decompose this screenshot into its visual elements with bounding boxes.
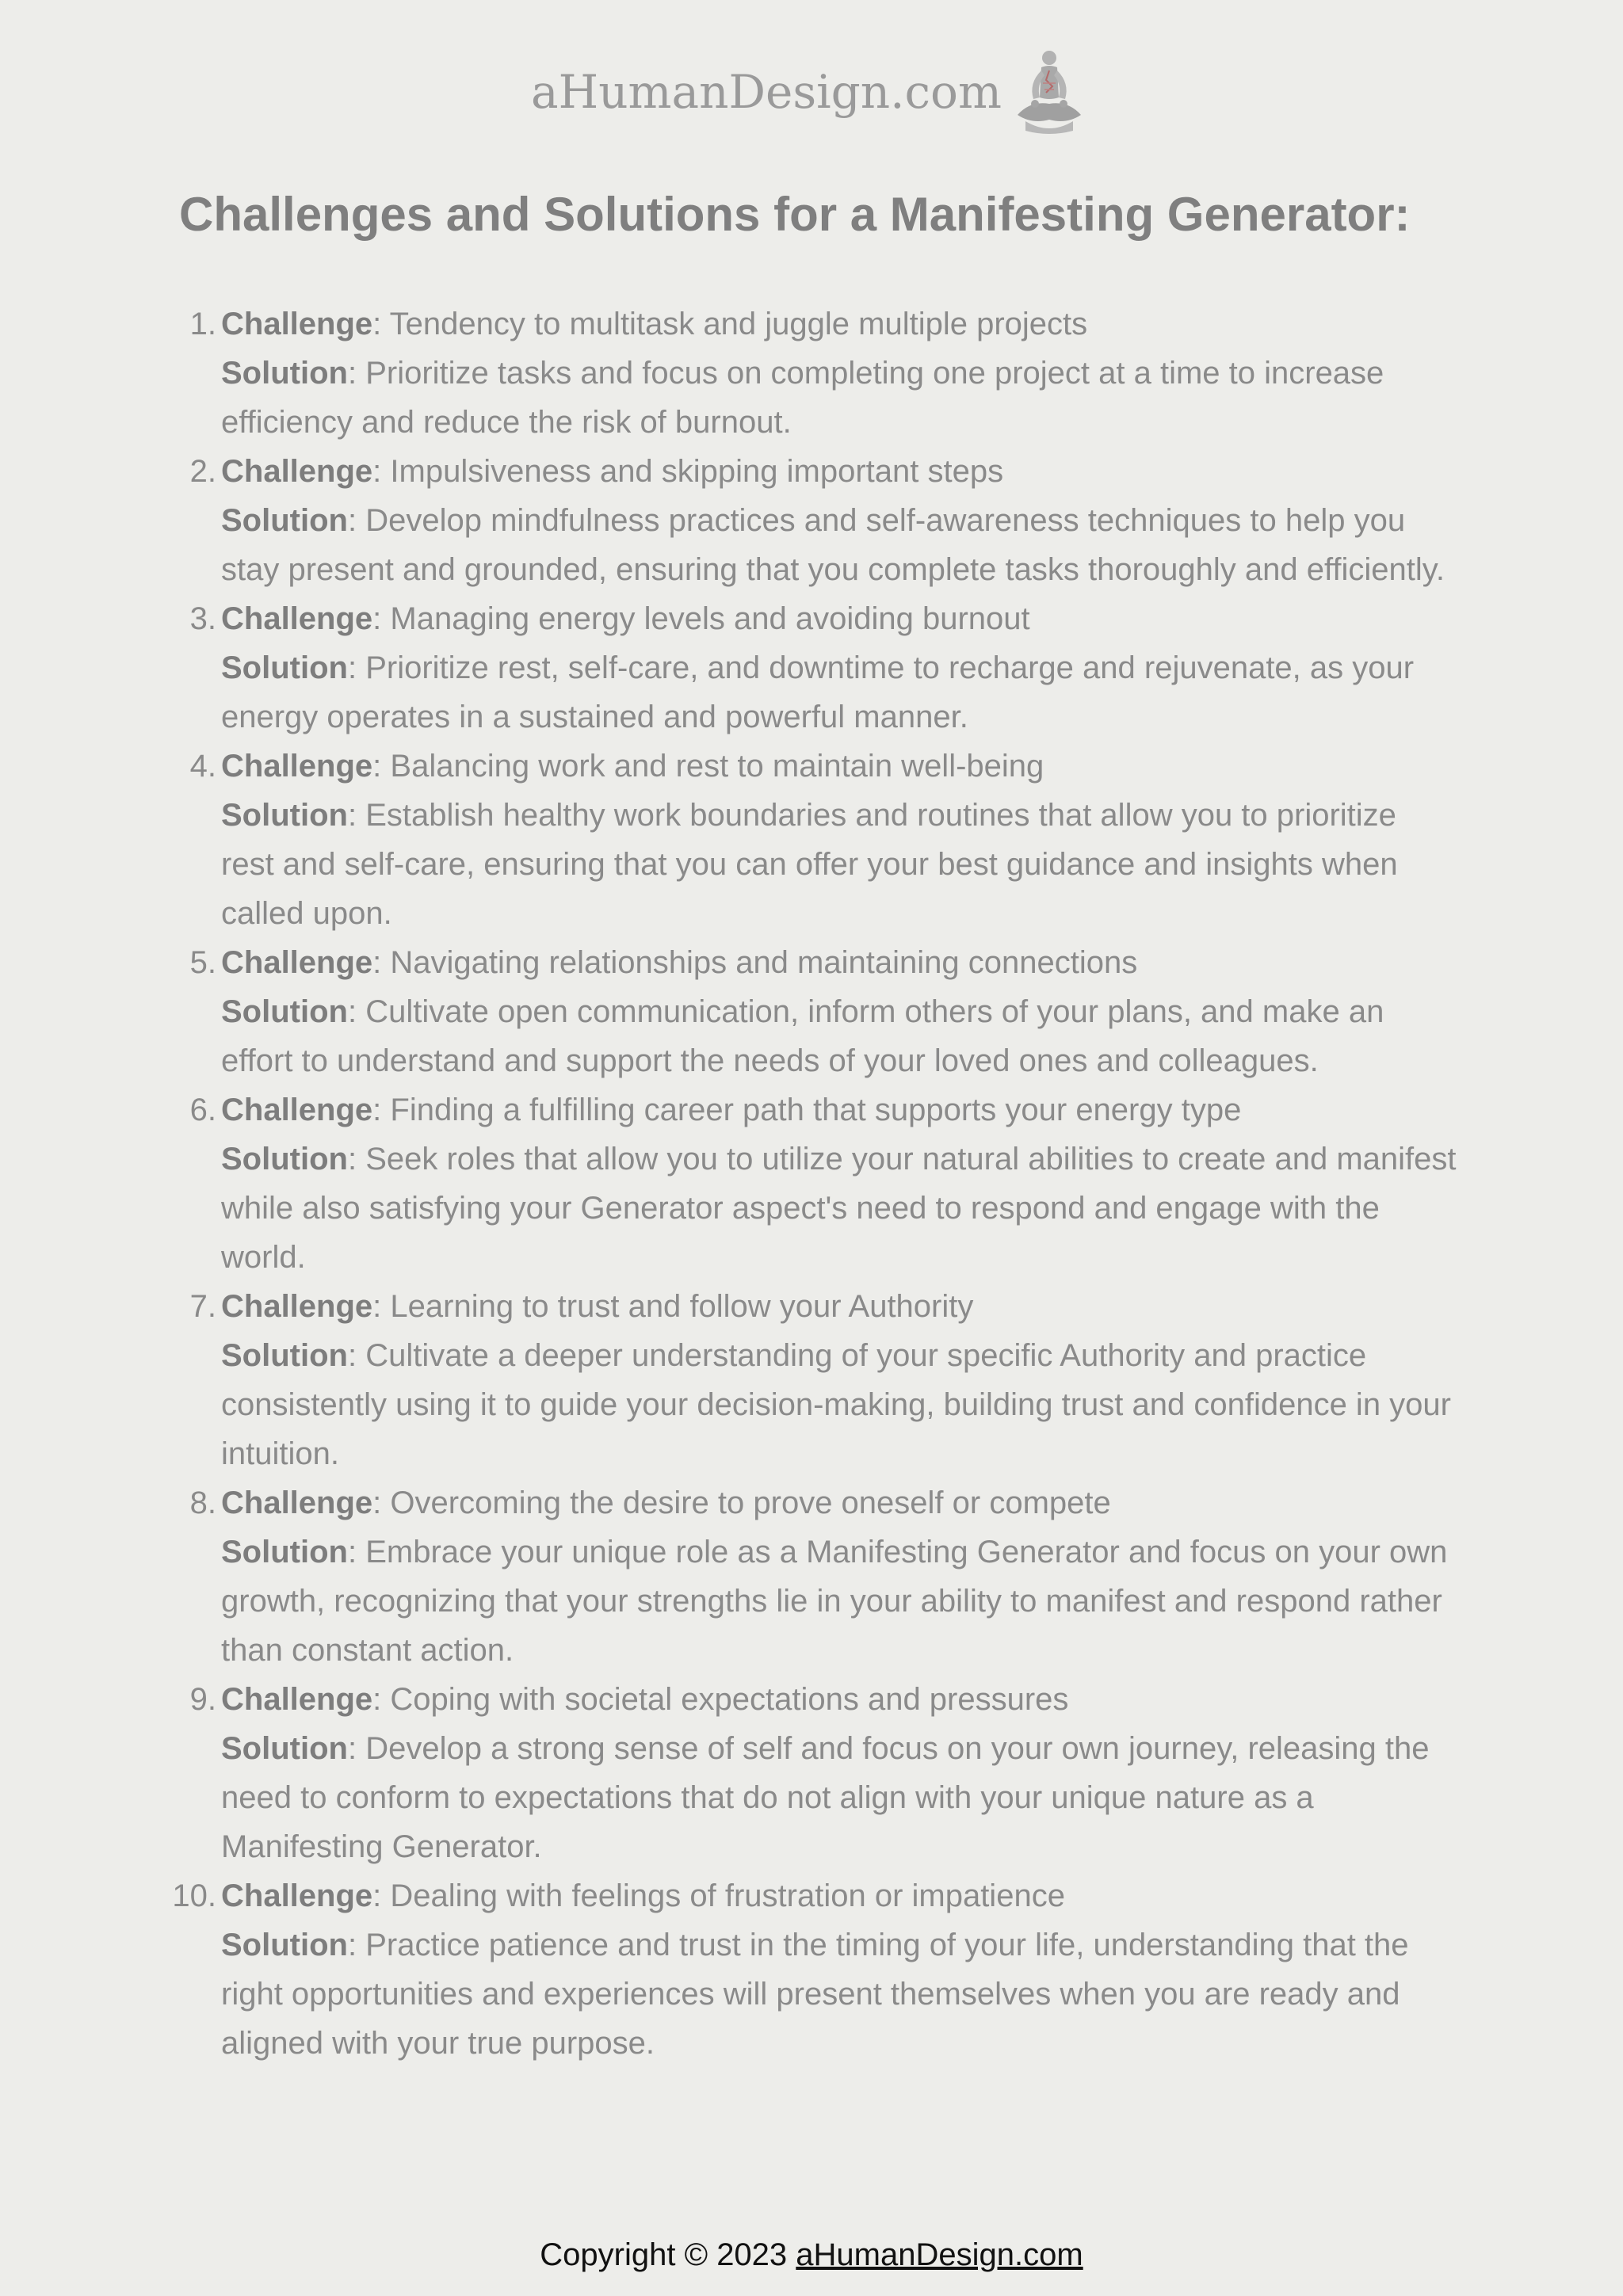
solution-line: Solution: Embrace your unique role as a Manifesting Generator and focus on your own growth, recognizing that your strengths lie in your ability to manifest and respond rather than constant action. [221,1535,1448,1668]
solution-label: Solution [221,650,348,685]
challenge-label: Challenge [221,1878,373,1913]
challenge-text: Dealing with feelings of frustration or impatience [390,1878,1065,1913]
solution-line: Solution: Seek roles that allow you to utilize your natural abilities to create and manifest while also satisfying your Generator aspect's need to respond and engage with the world. [221,1142,1457,1275]
challenge-line: Challenge: Finding a fulfilling career path that supports your energy type [221,1093,1242,1127]
challenge-label: Challenge [221,1486,373,1520]
challenge-text: Navigating relationships and maintaining connections [390,945,1138,980]
solution-line: Solution: Practice patience and trust in the timing of your life, understanding that the right opportunities and experiences will present themselves when you are ready and aligned with your true purpose. [221,1928,1409,2061]
challenge-text: Finding a fulfilling career path that supports your energy type [390,1093,1242,1127]
challenge-label: Challenge [221,1682,373,1717]
challenge-line: Challenge: Learning to trust and follow your Authority [221,1289,974,1324]
list-item [189,1085,1457,1282]
challenge-label: Challenge [221,945,373,980]
challenge-text: Coping with societal expectations and pressures [390,1682,1069,1717]
item-number: 6. [189,1093,216,1127]
copyright-text: Copyright © 2023 [540,2237,788,2272]
list-item [189,594,1457,742]
item-number: 10. [172,1878,216,1913]
challenge-label: Challenge [221,749,373,784]
solution-label: Solution [221,994,348,1029]
challenge-line: Challenge: Coping with societal expectations and pressures [221,1682,1069,1717]
solution-text: Seek roles that allow you to utilize your natural abilities to create and manifest while also satisfying your Generator aspect's need to respond and engage with the world. [221,1142,1457,1275]
challenge-label: Challenge [221,1289,373,1324]
solution-label: Solution [221,798,348,833]
meditating-figure-icon [1006,48,1092,135]
solution-text: Establish healthy work boundaries and routines that allow you to prioritize rest and self-care, ensuring that you can offer your best guidance and insights when called upon. [221,798,1398,931]
item-number: 9. [189,1682,216,1717]
solution-label: Solution [221,1731,348,1766]
solution-line: Solution: Prioritize rest, self-care, and downtime to recharge and rejuvenate, as your energy operates in a sustained and powerful manner. [221,650,1415,734]
list-item [189,1282,1457,1478]
item-number: 5. [189,945,216,980]
item-number: 8. [189,1486,216,1520]
challenge-line: Challenge: Balancing work and rest to maintain well-being [221,749,1044,784]
challenge-label: Challenge [221,307,373,341]
solution-text: Develop a strong sense of self and focus on your own journey, releasing the need to conform to expectations that do not align with your unique nature as a Manifesting Generator. [221,1731,1430,1864]
page-title: Challenges and Solutions for a Manifesting Generator: [179,188,1411,241]
item-number: 2. [189,454,216,489]
solution-text: Embrace your unique role as a Manifesting Generator and focus on your own growth, recognizing that your strengths lie in your ability to manifest and respond rather than constant action. [221,1535,1448,1668]
challenge-text: Impulsiveness and skipping important steps [390,454,1004,489]
solution-line: Solution: Prioritize tasks and focus on completing one project at a time to increase efficiency and reduce the risk of burnout. [221,356,1384,440]
challenge-line: Challenge: Navigating relationships and maintaining connections [221,945,1138,980]
list-item [172,1871,1457,2068]
challenge-line: Challenge: Overcoming the desire to prove oneself or compete [221,1486,1111,1520]
challenge-text: Managing energy levels and avoiding burnout [390,601,1030,636]
solution-label: Solution [221,356,348,391]
solution-text: Cultivate open communication, inform others of your plans, and make an effort to understand and support the needs of your loved ones and colleagues. [221,994,1384,1078]
page-footer [0,2237,1623,2273]
challenge-label: Challenge [221,454,373,489]
challenge-line: Challenge: Dealing with feelings of frustration or impatience [221,1878,1065,1913]
item-number: 1. [189,307,216,341]
solution-text: Prioritize tasks and focus on completing one project at a time to increase efficiency and reduce the risk of burnout. [221,356,1384,440]
challenge-line: Challenge: Managing energy levels and avoiding burnout [221,601,1030,636]
footer-site-link[interactable]: aHumanDesign.com [796,2237,1083,2272]
solution-text: Practice patience and trust in the timing of your life, understanding that the right opportunities and experiences will present themselves when you are ready and aligned with your true purpose. [221,1928,1409,2061]
challenges-list [172,299,1457,2068]
solution-text: Cultivate a deeper understanding of your specific Authority and practice consistently using it to guide your decision-making, building trust and confidence in your intuition. [221,1338,1451,1471]
solution-label: Solution [221,503,348,538]
challenge-text: Tendency to multitask and juggle multiple projects [389,307,1088,341]
item-number: 7. [189,1289,216,1324]
list-item [189,299,1457,447]
list-item [189,938,1457,1085]
solution-line: Solution: Cultivate a deeper understanding of your specific Authority and practice consistently using it to guide your decision-making, building trust and confidence in your intuition. [221,1338,1451,1471]
challenge-label: Challenge [221,601,373,636]
solution-label: Solution [221,1535,348,1569]
item-number: 3. [189,601,216,636]
list-item [189,447,1457,594]
solution-text: Prioritize rest, self-care, and downtime to recharge and rejuvenate, as your energy operates in a sustained and powerful manner. [221,650,1415,734]
list-item [189,1478,1457,1675]
solution-line: Solution: Establish healthy work boundaries and routines that allow you to prioritize rest and self-care, ensuring that you can offer your best guidance and insights when called upon. [221,798,1398,931]
brand[interactable] [531,48,1092,135]
site-header [0,44,1623,139]
solution-line: Solution: Develop mindfulness practices and self-awareness techniques to help you stay present and grounded, ensuring that you complete tasks thoroughly and efficiently. [221,503,1445,587]
solution-line: Solution: Cultivate open communication, inform others of your plans, and make an effort to understand and support the needs of your loved ones and colleagues. [221,994,1384,1078]
brand-name[interactable]: aHumanDesign.com [531,65,1002,119]
solution-label: Solution [221,1338,348,1373]
item-number: 4. [189,749,216,784]
solution-text: Develop mindfulness practices and self-awareness techniques to help you stay present and grounded, ensuring that you complete tasks thoroughly and efficiently. [221,503,1445,587]
challenge-text: Overcoming the desire to prove oneself or compete [390,1486,1111,1520]
challenge-text: Balancing work and rest to maintain well-being [390,749,1044,784]
list-item [189,1675,1457,1871]
solution-label: Solution [221,1142,348,1177]
list-item [189,742,1457,938]
solution-line: Solution: Develop a strong sense of self and focus on your own journey, releasing the need to conform to expectations that do not align with your unique nature as a Manifesting Generator. [221,1731,1430,1864]
challenge-label: Challenge [221,1093,373,1127]
solution-label: Solution [221,1928,348,1962]
challenge-line: Challenge: Tendency to multitask and juggle multiple projects [221,307,1088,341]
challenge-line: Challenge: Impulsiveness and skipping important steps [221,454,1004,489]
challenge-text: Learning to trust and follow your Authority [390,1289,974,1324]
